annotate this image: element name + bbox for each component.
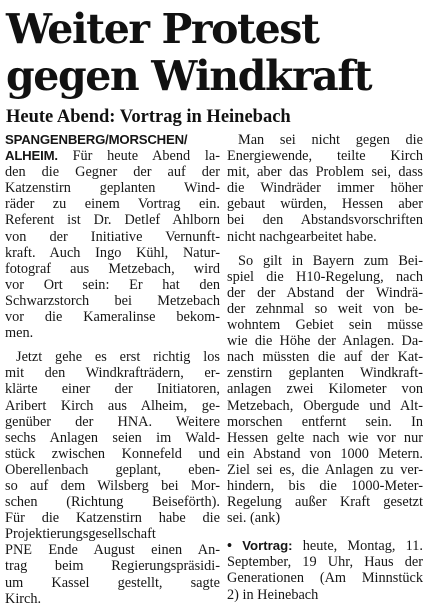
text-line [227,538,423,554]
paragraph-4 [227,253,423,527]
text-line: vor die Kameralinse bekom- [5,309,220,326]
text-line: PNE Ende August einen An- [5,542,220,559]
subheadline: Heute Abend: Vortrag in Heinebach [6,107,291,127]
text-line: bei den Abstandsvorschriften [227,212,423,229]
paragraph-gap [5,341,220,349]
text-line: morschen entfernt sein. In [227,413,423,430]
text-line: genüber der HNA. Weitere [5,413,220,430]
text-line: sei. (ank) [227,510,281,527]
text-line: wohntem Gebiet sein müsse [227,317,423,334]
text-line: Hessen gelte nach wie vor nur [227,429,423,446]
paragraph-1 [5,132,220,341]
text-line: So gilt in Bayern zum Bei- [238,252,423,269]
text-line: der der Abstand der Windrä- [227,284,423,301]
text-line: ein Abstand von 1000 Metern. [227,445,423,462]
text-line: Jetzt gehe es erst richtig los [16,349,220,366]
event-info [227,538,423,602]
text-line: Referent ist Dr. Detlef Ahlborn [5,212,220,229]
text-line: Aribert Kirch aus Alheim, ge- [5,397,220,414]
text-line: men. [5,325,34,342]
text-line: kraft. Auch Ingo Kühl, Natur- [5,244,220,261]
text-line: trag beim Regierungspräsidi- [5,558,220,575]
text-line: gebaut würden, Hessen aber [227,196,423,213]
text-line: Man sei nicht gegen die [238,132,423,148]
text-line: Regelung außer Kraft gesetzt [227,494,423,511]
text-line: Kirch. [5,590,42,607]
text-line: Ziel sei es, die Anlagen zu ver- [227,461,423,478]
text-line: stück zwischen Konnefeld und [5,445,220,462]
dateline: SPANGENBERG/MORSCHEN/ [5,132,188,147]
text-line: Projektierungsgesellschaft [5,526,156,543]
text-line: Katzenstirn geplanten Wind- [5,180,220,197]
dateline-location: ALHEIM. [5,148,58,164]
text-line: schen (Richtung Beiseförth). [5,494,220,511]
text-line: Energiewende, teilte Kirch [227,148,423,165]
text-line: vor Ort sein: Er hat den [5,276,220,293]
text-segment: Für heute Abend la- [72,148,221,165]
text-line: so auf dem Wilsberg bei Mor- [5,477,220,494]
text-line: der zehnmal so weit von be- [227,300,423,317]
text-line: von der Initiative Vernunft- [5,228,220,245]
paragraph-gap [227,245,423,253]
text-line: Für die Katzenstirn habe die [5,510,220,527]
text-line: klärte einer der Initiatoren, [5,381,220,398]
text-line: Schwarzstorch bei Metzebach [5,292,220,309]
headline-line-2: gegen Windkraft [6,52,372,100]
text-line: die Windräder immer höher [227,180,423,197]
text-line [5,148,220,164]
text-line: Generationen (Am Minnstück [227,570,423,587]
text-line: mit den Windkrafträdern, er- [5,365,220,382]
headline-line-1: Weiter Protest [6,5,319,53]
text-line: den die Gegner der auf der [5,164,220,181]
article-column-left [5,132,220,607]
headline [6,6,426,100]
text-line: zenstirn geplanten Windkraft- [227,365,423,382]
article-column-right [227,132,423,603]
paragraph-3 [227,132,423,245]
bullet-icon: • [227,538,233,555]
text-line: hindern, bis die 1000-Meter- [227,477,423,494]
text-line: nach müssten die auf der Kat- [227,349,423,366]
text-line: mit, aber das Problem sei, dass [227,164,423,181]
text-line: spiel die H10-Regelung, nach [227,268,423,285]
event-label: Vortrag: [242,538,293,554]
text-line: anlagen zwei Kilometer von [227,381,423,398]
text-line: um Kassel gestellt, sagte [5,574,220,591]
text-segment: heute, Montag, 11. [302,538,423,555]
paragraph-2 [5,349,220,607]
text-line: nicht nachgearbeitet habe. [227,228,377,245]
text-line: fotograf aus Metzebach, wird [5,260,220,277]
text-line: räder zu einem Vortrag ein. [5,196,220,213]
text-line: Oberellenbach geplant, eben- [5,461,220,478]
paragraph-gap [227,526,423,538]
text-line: sechs Anlagen seien im Wald- [5,429,220,446]
text-line: 2) in Heinebach [227,586,319,603]
text-line: September, 19 Uhr, Haus der [227,554,423,571]
text-line: Metzebach, Obergude und Alt- [227,397,423,414]
text-line: wie die Höhe der Anlagen. Da- [227,333,423,350]
